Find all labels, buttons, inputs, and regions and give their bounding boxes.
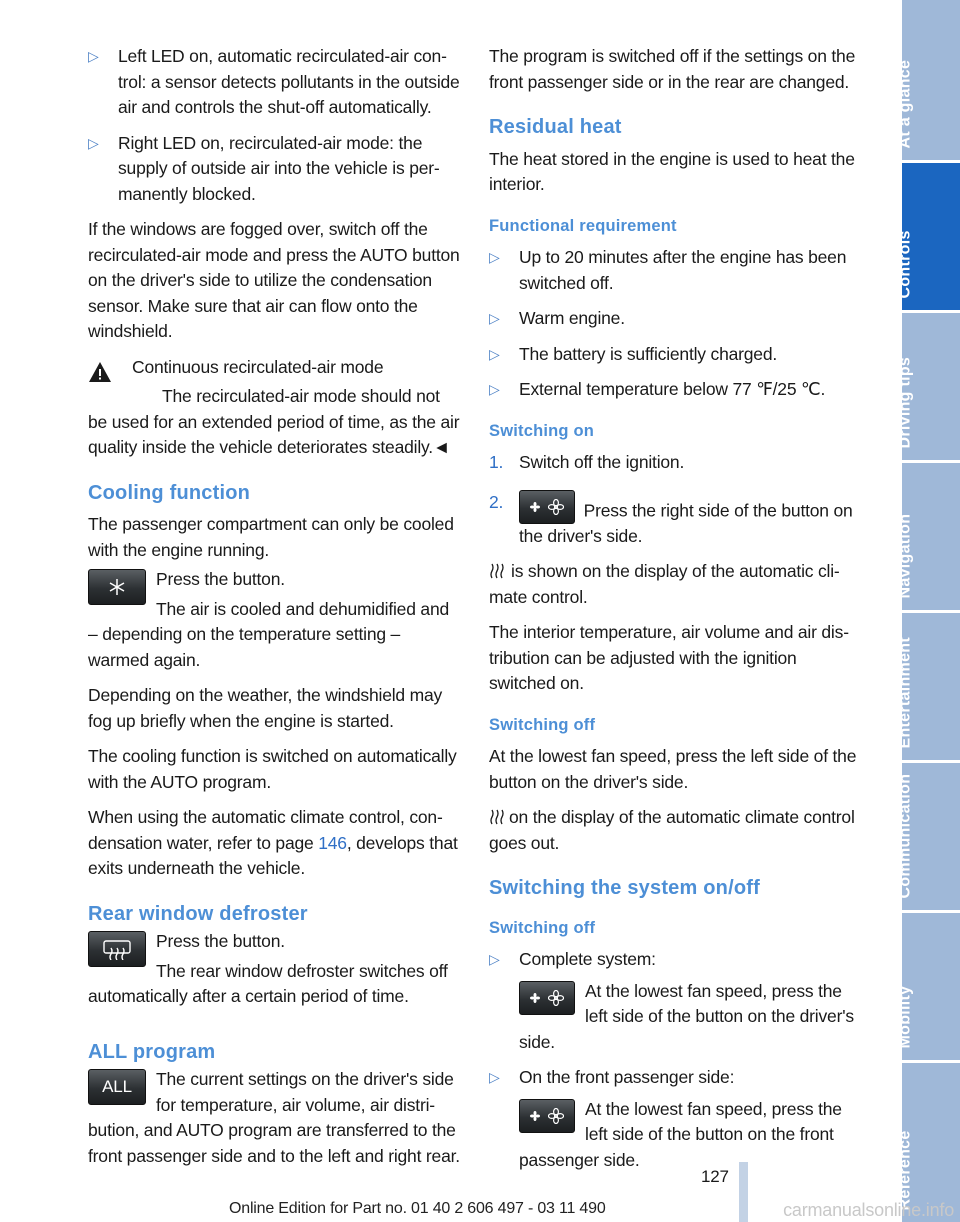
functional-requirement-heading: Functional requirement — [489, 216, 677, 235]
cooling-button-image — [88, 569, 146, 605]
all-button-label: ALL — [102, 1077, 132, 1097]
tab-reference[interactable]: Reference — [902, 1063, 960, 1222]
fan-button-image — [519, 490, 575, 524]
fan-small-icon — [530, 993, 540, 1003]
list-item: ▷ Complete system: At the lowest fan speed, press the left side of the button on the driver's side. — [489, 949, 854, 1052]
tab-at-a-glance[interactable]: At a glance — [902, 0, 960, 160]
bullet-triangle-icon: ▷ — [489, 381, 500, 397]
rear-press: Press the button. — [156, 931, 285, 951]
page-number-bar — [739, 1162, 748, 1222]
display-goes-out-paragraph: on the display of the automatic climate control goes out. — [489, 807, 855, 853]
switching-off-text: At the lowest fan speed, press the left side of the button on the driver's side. — [489, 746, 857, 792]
switch-off-paragraph: The program is switched off if the settings on the front passenger side or in the rear are changed. — [489, 46, 856, 92]
list-item: ▷ On the front passenger side: At the lowest fan speed, press the left side of the button on the front passenger side. — [489, 1067, 842, 1170]
cooling-paragraph: Depending on the weather, the windshield may fog up briefly when the engine is started. — [88, 685, 443, 731]
list-item: ▷ Left LED on, automatic recirculated-air control: a sensor detects pollutants in the outside air and controls the shut-off automatically. — [88, 46, 460, 117]
tab-controls[interactable]: Controls — [902, 163, 960, 310]
warning-block — [88, 355, 462, 461]
bullet-triangle-icon: ▷ — [489, 345, 500, 362]
right-column — [489, 44, 863, 1183]
cooling-heading: Cooling function — [88, 481, 251, 504]
bullet-triangle-icon: ▷ — [489, 1069, 500, 1085]
fan-small-icon — [530, 1111, 540, 1121]
residual-heat-text: The heat stored in the engine is used to heat the interior. — [489, 148, 855, 194]
cooling-paragraph: The passenger compartment can only be cooled with the engine running. — [88, 514, 454, 560]
tab-driving-tips[interactable]: Driving tips — [902, 313, 960, 460]
rear-text: The rear window defroster switches off automatically after a certain period of time. — [88, 960, 448, 1006]
chapter-sidebar — [896, 0, 960, 1222]
rear-defrost-icon — [102, 938, 132, 960]
list-item: ▷ Up to 20 minutes after the engine has been switched off. — [489, 247, 847, 293]
residual-heat-heading: Residual heat — [489, 116, 622, 138]
rear-defroster-heading: Rear window defroster — [88, 902, 308, 925]
bullet-triangle-icon: ▷ — [489, 249, 500, 265]
all-program-heading: ALL program — [88, 1040, 216, 1063]
tab-entertainment[interactable]: Entertainment — [902, 613, 960, 760]
fan-large-icon — [548, 499, 564, 515]
page-number: 127 — [701, 1167, 729, 1186]
switching-off-heading: Switching off — [489, 715, 596, 734]
bullet-triangle-icon: ▷ — [88, 134, 99, 151]
fan-button-image — [519, 1099, 575, 1133]
rear-defrost-button-image — [88, 931, 146, 967]
page-reference-link[interactable]: 146 — [318, 832, 347, 853]
bullet-triangle-icon: ▷ — [489, 310, 500, 326]
cooling-paragraph: The air is cooled and dehumidified and – depending on the temperature setting – warmed again. — [88, 598, 450, 670]
switching-on-heading: Switching on — [489, 421, 595, 440]
all-button-image — [88, 1069, 146, 1105]
list-item: ▷ Warm engine. — [489, 306, 863, 332]
display-paragraph: is shown on the display of the automatic climate control. — [489, 561, 840, 607]
fan-large-icon — [548, 990, 564, 1006]
fan-large-icon — [548, 1108, 564, 1124]
heat-waves-icon — [489, 563, 505, 579]
interior-paragraph: The interior temperature, air volume and air distribution can be adjusted with the ignition switched on. — [489, 622, 850, 693]
warning-text: The recirculated-air mode should not be used for an extended period of time, as the air quality inside the vehicle deteriorates steadily.◄ — [88, 386, 460, 457]
system-on-off-heading: Switching the system on/off — [489, 877, 760, 899]
step-item: 2. Press the right side of the button on the driver's side. — [489, 491, 853, 546]
system-switching-off-heading: Switching off — [489, 918, 596, 937]
tab-navigation[interactable]: Navigation — [902, 463, 960, 610]
fan-small-icon — [530, 502, 540, 512]
list-item: ▷ Right LED on, recirculated-air mode: the supply of outside air into the vehicle is permanently blocked. — [88, 132, 440, 204]
footer-edition-text: Online Edition for Part no. 01 40 2 606 497 - 03 11 490 — [229, 1200, 606, 1217]
step-item: 1. Switch off the ignition. — [489, 452, 685, 472]
heat-waves-icon — [489, 809, 505, 825]
cooling-press: Press the button. — [156, 569, 285, 589]
tab-communication[interactable]: Communication — [902, 763, 960, 910]
watermark: carmanualsonline.info — [783, 1200, 954, 1220]
fogged-paragraph: If the windows are fogged over, switch off the recirculated-air mode and press the AUTO button on the driver's side to utilize the condensation sensor. Make sure that air can flow onto the windshield. — [88, 219, 460, 341]
list-item: ▷ The battery is sufficiently charged. — [489, 342, 863, 368]
warning-triangle-icon — [88, 361, 112, 383]
cooling-paragraph: When using the automatic climate control, condensation water, refer to page 146, develops that exits underneath the vehicle. — [88, 807, 458, 878]
snowflake-icon — [108, 578, 126, 596]
list-item: ▷ External temperature below 77 ℉/25 ℃. — [489, 377, 863, 403]
warning-title: Continuous recirculated-air mode — [132, 356, 384, 377]
bullet-triangle-icon: ▷ — [489, 951, 500, 967]
bullet-triangle-icon: ▷ — [88, 48, 99, 64]
tab-mobility[interactable]: Mobility — [902, 913, 960, 1060]
left-column — [88, 44, 462, 1179]
fan-button-image — [519, 981, 575, 1015]
cooling-paragraph: The cooling function is switched on automatically with the AUTO program. — [88, 746, 457, 792]
all-text: The current settings on the driver's side for temperature, air volume, air distribution, and AUTO program are transferred to the front passenger side and to the left and right rear. — [88, 1069, 460, 1166]
